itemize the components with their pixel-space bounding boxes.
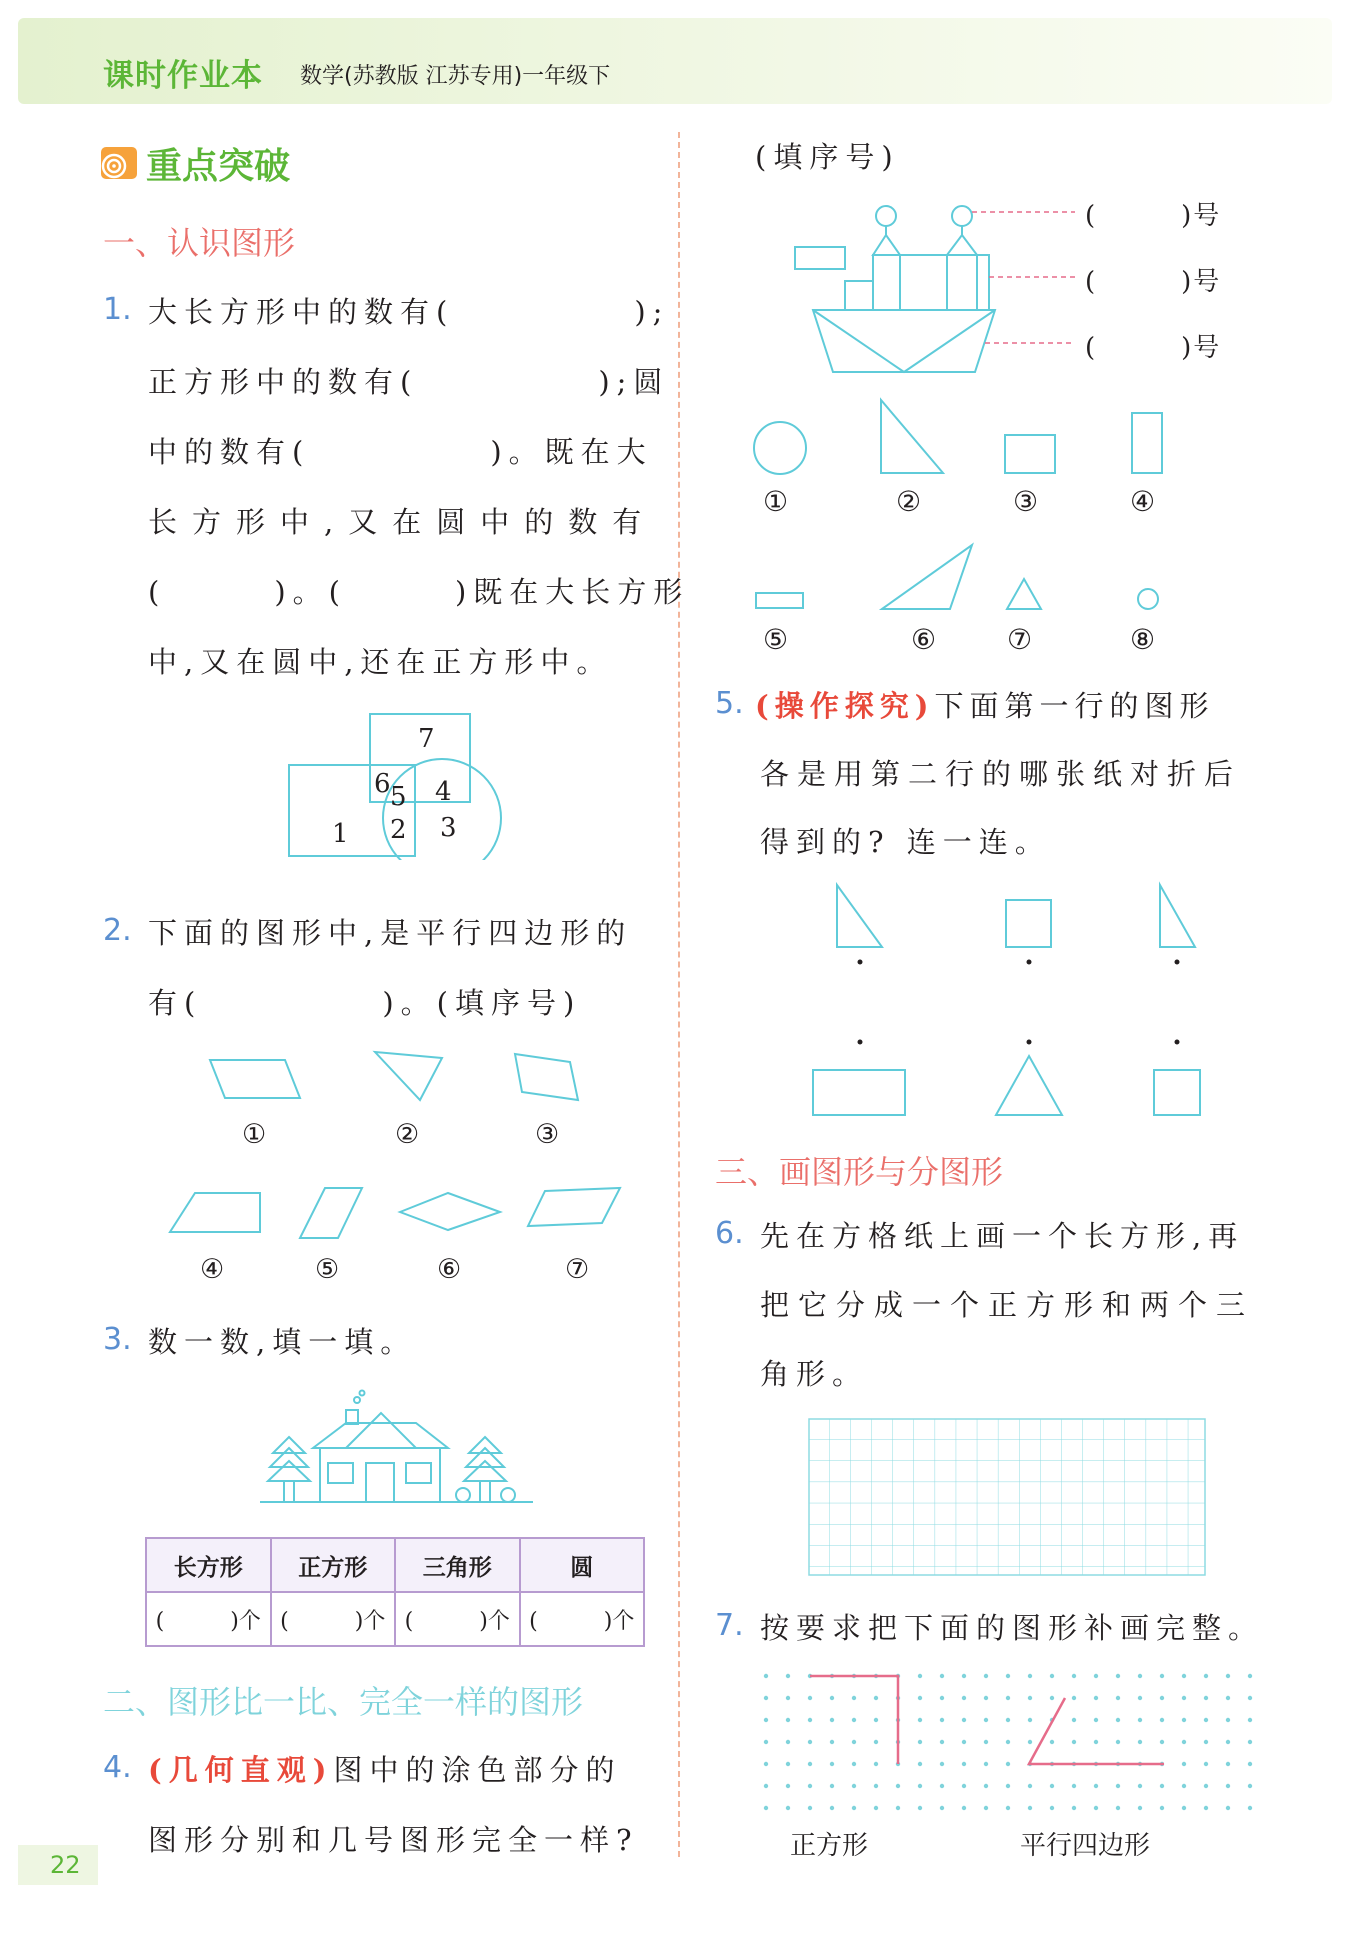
grid-dot bbox=[1160, 1740, 1164, 1744]
grid-dot bbox=[1226, 1696, 1230, 1700]
q6-line-3: 角形。 bbox=[760, 1357, 869, 1391]
grid-dot bbox=[1160, 1696, 1164, 1700]
grid-dot bbox=[1006, 1740, 1010, 1744]
grid-dot bbox=[1094, 1696, 1098, 1700]
grid-dot bbox=[764, 1696, 768, 1700]
table-header-row bbox=[146, 1538, 644, 1592]
grid-dot bbox=[1204, 1718, 1208, 1722]
caption-square: 正方形 bbox=[790, 1831, 869, 1861]
shape-4-trapezoid bbox=[170, 1193, 260, 1232]
q4-line-1-text: 图中的涂色部分的 bbox=[333, 1753, 622, 1787]
match-dot bbox=[1027, 960, 1032, 965]
q1-venn-figure bbox=[280, 705, 510, 860]
column-divider bbox=[678, 132, 680, 1857]
fig-num-6: 6 bbox=[374, 769, 391, 799]
shape-7-parallelogram bbox=[528, 1188, 620, 1226]
q2-line-2: 有( )。(填序号) bbox=[148, 986, 582, 1020]
table-row bbox=[146, 1592, 644, 1646]
grid-dot bbox=[1028, 1806, 1032, 1810]
grid-dot bbox=[1028, 1674, 1032, 1678]
grid-dot bbox=[808, 1718, 812, 1722]
q5-line-2: 各是用第二行的哪张纸对折后 bbox=[760, 757, 1242, 791]
bottom-triangle bbox=[996, 1056, 1062, 1115]
grid-dot bbox=[940, 1806, 944, 1810]
partial-parallelogram bbox=[1029, 1698, 1164, 1764]
grid-dot bbox=[830, 1740, 834, 1744]
grid-dot bbox=[962, 1718, 966, 1722]
grid-dot bbox=[1226, 1718, 1230, 1722]
grid-dot bbox=[918, 1674, 922, 1678]
count-square[interactable]: ( )个 bbox=[271, 1592, 396, 1646]
count-circle[interactable]: ( )个 bbox=[520, 1592, 645, 1646]
option-label-7: ⑦ bbox=[1007, 623, 1033, 656]
q4-ship-figure bbox=[785, 195, 1085, 385]
grid-dot bbox=[1072, 1806, 1076, 1810]
grid-dot bbox=[830, 1806, 834, 1810]
grid-dot bbox=[940, 1718, 944, 1722]
grid-dot bbox=[1226, 1674, 1230, 1678]
grid-dot bbox=[1116, 1674, 1120, 1678]
grid-dot bbox=[852, 1762, 856, 1766]
q6-line-2: 把它分成一个正方形和两个三 bbox=[760, 1288, 1255, 1322]
grid-dot bbox=[1226, 1762, 1230, 1766]
grid-dot bbox=[764, 1762, 768, 1766]
grid-dot bbox=[1248, 1718, 1252, 1722]
page-number: 22 bbox=[18, 1845, 98, 1885]
grid-dot bbox=[786, 1696, 790, 1700]
q1-line-4: 长方形中,又在圆中的数有 bbox=[148, 505, 657, 539]
grid-dot bbox=[1050, 1806, 1054, 1810]
option-8-circle bbox=[1138, 589, 1158, 609]
match-dot bbox=[1175, 1040, 1180, 1045]
option-label-2: ② bbox=[896, 485, 922, 518]
grid-dot bbox=[1160, 1718, 1164, 1722]
grid-dot bbox=[940, 1762, 944, 1766]
grid-dot bbox=[764, 1806, 768, 1810]
q5-line-1-text: 下面第一行的图形 bbox=[934, 689, 1215, 723]
fig-num-3: 3 bbox=[440, 813, 457, 843]
grid-dot bbox=[1006, 1806, 1010, 1810]
match-dot bbox=[1175, 960, 1180, 965]
q5-matching-figure bbox=[800, 880, 1220, 1120]
q5-line-3: 得到的? 连一连。 bbox=[760, 825, 1051, 859]
ship-flag bbox=[795, 247, 845, 269]
grid-dot bbox=[984, 1696, 988, 1700]
section3-title: 三、画图形与分图形 bbox=[715, 1153, 1004, 1191]
option-label-3: ③ bbox=[1013, 485, 1039, 518]
ship-hull bbox=[813, 310, 995, 372]
grid-dot bbox=[1138, 1718, 1142, 1722]
q3-house-scene bbox=[258, 1385, 538, 1510]
grid-dot bbox=[918, 1740, 922, 1744]
grid-dot bbox=[1094, 1784, 1098, 1788]
target-icon bbox=[100, 146, 138, 180]
focus-title: 重点突破 bbox=[146, 146, 291, 187]
label-7: ⑦ bbox=[565, 1254, 590, 1285]
label-5: ⑤ bbox=[315, 1254, 340, 1285]
grid-dot bbox=[1050, 1674, 1054, 1678]
grid-dot bbox=[962, 1784, 966, 1788]
shape-2-quad bbox=[375, 1052, 442, 1100]
top-triangle-2 bbox=[1160, 885, 1195, 947]
q1-number: 1. bbox=[103, 292, 132, 327]
fig-num-4: 4 bbox=[435, 777, 452, 807]
q4-shape-options bbox=[740, 395, 1220, 660]
grid-dot bbox=[962, 1696, 966, 1700]
q5-tag: (操作探究) bbox=[755, 689, 935, 723]
fig-num-1: 1 bbox=[332, 819, 349, 849]
grid-dot bbox=[1248, 1674, 1252, 1678]
grid-dot bbox=[1006, 1718, 1010, 1722]
grid-dot bbox=[764, 1740, 768, 1744]
option-5-rectangle bbox=[756, 593, 803, 608]
grid-dot bbox=[962, 1806, 966, 1810]
grid-dot bbox=[852, 1718, 856, 1722]
grid-dot bbox=[1248, 1784, 1252, 1788]
grid-dot bbox=[1182, 1696, 1186, 1700]
grid-dot bbox=[808, 1762, 812, 1766]
fig-num-2: 2 bbox=[390, 815, 407, 845]
shape-1-parallelogram bbox=[210, 1060, 300, 1098]
grid-dot bbox=[786, 1740, 790, 1744]
grid-dot bbox=[962, 1762, 966, 1766]
shape-3-quad bbox=[515, 1054, 578, 1100]
grid-dot bbox=[984, 1806, 988, 1810]
q4-line-1 bbox=[148, 1748, 621, 1789]
grid-dot bbox=[1204, 1762, 1208, 1766]
grid-dot bbox=[1116, 1696, 1120, 1700]
grid-dot bbox=[1160, 1674, 1164, 1678]
q6-number: 6. bbox=[715, 1216, 744, 1251]
grid-dot bbox=[984, 1674, 988, 1678]
grid-dot bbox=[984, 1762, 988, 1766]
grid-dot bbox=[830, 1696, 834, 1700]
q4-answer-1[interactable]: ( )号 bbox=[1085, 201, 1222, 231]
bottom-rectangle bbox=[813, 1070, 905, 1115]
section2-title: 二、图形比一比、完全一样的图形 bbox=[103, 1683, 584, 1721]
grid-dot bbox=[830, 1762, 834, 1766]
grid-dot bbox=[984, 1784, 988, 1788]
grid-dot bbox=[1248, 1696, 1252, 1700]
grid-dot bbox=[1138, 1674, 1142, 1678]
grid-dot bbox=[874, 1718, 878, 1722]
grid-dot bbox=[918, 1806, 922, 1810]
grid-dot bbox=[1138, 1696, 1142, 1700]
grid-dot bbox=[830, 1718, 834, 1722]
grid-dot bbox=[786, 1718, 790, 1722]
q3-count-table bbox=[145, 1537, 645, 1647]
shape-5-parallelogram bbox=[300, 1188, 362, 1238]
top-square bbox=[1006, 900, 1051, 947]
grid-dot bbox=[1006, 1784, 1010, 1788]
header-square: 正方形 bbox=[271, 1538, 396, 1592]
grid-dot bbox=[1028, 1784, 1032, 1788]
grid-dot bbox=[1182, 1762, 1186, 1766]
option-label-6: ⑥ bbox=[911, 623, 937, 656]
grid-dot bbox=[1204, 1696, 1208, 1700]
q6-line-1: 先在方格纸上画一个长方形,再 bbox=[760, 1219, 1245, 1253]
grid-dot bbox=[1182, 1718, 1186, 1722]
header-circle: 圆 bbox=[520, 1538, 645, 1592]
grid-dot bbox=[1006, 1762, 1010, 1766]
grid-dot bbox=[918, 1784, 922, 1788]
grid-dot bbox=[1160, 1784, 1164, 1788]
label-2: ② bbox=[395, 1119, 420, 1150]
q3-text: 数一数,填一填。 bbox=[148, 1325, 417, 1359]
q4-line-2: 图形分别和几号图形完全一样? bbox=[148, 1823, 639, 1857]
grid-dot bbox=[1050, 1784, 1054, 1788]
grid-dot bbox=[874, 1696, 878, 1700]
option-3-rectangle bbox=[1005, 435, 1055, 473]
q1-line-2: 正方形中的数有( );圆 bbox=[148, 365, 670, 399]
grid-dot bbox=[940, 1674, 944, 1678]
grid-dot bbox=[1138, 1784, 1142, 1788]
q7-dot-grid[interactable] bbox=[755, 1665, 1260, 1825]
grid-dot bbox=[1094, 1674, 1098, 1678]
top-triangle-1 bbox=[837, 885, 882, 947]
q2-shapes-figure bbox=[150, 1040, 650, 1300]
q4-tag: (几何直观) bbox=[148, 1753, 334, 1787]
grid-dot bbox=[1182, 1784, 1186, 1788]
q5-number: 5. bbox=[715, 686, 744, 721]
grid-dot bbox=[764, 1674, 768, 1678]
grid-dot bbox=[1116, 1718, 1120, 1722]
grid-dot bbox=[1248, 1762, 1252, 1766]
book-subtitle: 数学(苏教版 江苏专用)一年级下 bbox=[300, 64, 611, 89]
grid-dot bbox=[1160, 1806, 1164, 1810]
grid-dot bbox=[786, 1784, 790, 1788]
q4-number: 4. bbox=[103, 1750, 132, 1785]
grid-dot bbox=[1204, 1806, 1208, 1810]
grid-dot bbox=[1072, 1740, 1076, 1744]
grid-dot bbox=[786, 1674, 790, 1678]
grid-dot bbox=[852, 1740, 856, 1744]
grid-dot bbox=[1138, 1740, 1142, 1744]
option-4-rectangle bbox=[1132, 413, 1162, 473]
grid-dot bbox=[764, 1784, 768, 1788]
grid-dot bbox=[1116, 1806, 1120, 1810]
grid-dot bbox=[874, 1784, 878, 1788]
grid-dot bbox=[1094, 1806, 1098, 1810]
grid-dot bbox=[984, 1718, 988, 1722]
grid-dot bbox=[1248, 1806, 1252, 1810]
match-dot bbox=[858, 960, 863, 965]
grid-dot bbox=[1116, 1740, 1120, 1744]
caption-parallelogram: 平行四边形 bbox=[1020, 1831, 1151, 1861]
option-label-8: ⑧ bbox=[1130, 623, 1156, 656]
grid-dot bbox=[940, 1740, 944, 1744]
grid-dot bbox=[1138, 1806, 1142, 1810]
q4-line-3: (填序号) bbox=[755, 140, 900, 174]
q7-number: 7. bbox=[715, 1608, 744, 1643]
option-label-5: ⑤ bbox=[763, 623, 789, 656]
grid-dot bbox=[1050, 1696, 1054, 1700]
grid-dot bbox=[1028, 1696, 1032, 1700]
bottom-square bbox=[1154, 1070, 1200, 1115]
grid-dot bbox=[1050, 1740, 1054, 1744]
option-label-1: ① bbox=[763, 485, 789, 518]
grid-dot bbox=[1226, 1806, 1230, 1810]
grid-dot bbox=[962, 1674, 966, 1678]
label-4: ④ bbox=[200, 1254, 225, 1285]
header-rectangle: 长方形 bbox=[146, 1538, 271, 1592]
grid-dot bbox=[1028, 1718, 1032, 1722]
option-6-triangle bbox=[882, 545, 972, 609]
grid-dot bbox=[896, 1784, 900, 1788]
grid-dot bbox=[1072, 1718, 1076, 1722]
grid-dot bbox=[918, 1718, 922, 1722]
q4-answer-2[interactable]: ( )号 bbox=[1085, 267, 1222, 297]
grid-dot bbox=[896, 1806, 900, 1810]
grid-dot bbox=[874, 1740, 878, 1744]
section1-title: 一、认识图形 bbox=[103, 224, 296, 262]
fig-num-5: 5 bbox=[390, 782, 407, 812]
option-2-triangle bbox=[881, 400, 943, 473]
grid-dot bbox=[1204, 1740, 1208, 1744]
label-1: ① bbox=[242, 1119, 267, 1150]
grid-dot bbox=[1182, 1674, 1186, 1678]
grid-dot bbox=[808, 1740, 812, 1744]
grid-dot bbox=[1182, 1740, 1186, 1744]
count-rectangle[interactable]: ( )个 bbox=[146, 1592, 271, 1646]
grid-dot bbox=[1006, 1674, 1010, 1678]
header-triangle: 三角形 bbox=[395, 1538, 520, 1592]
grid-dot bbox=[1006, 1696, 1010, 1700]
shape-6-rhombus bbox=[400, 1193, 500, 1230]
match-dot bbox=[1027, 1040, 1032, 1045]
q3-number: 3. bbox=[103, 1322, 132, 1357]
grid-dot bbox=[764, 1718, 768, 1722]
q7-text: 按要求把下面的图形补画完整。 bbox=[760, 1611, 1265, 1645]
fig-num-7: 7 bbox=[418, 724, 435, 754]
q6-grid-paper[interactable] bbox=[808, 1418, 1208, 1578]
grid-dot bbox=[874, 1762, 878, 1766]
grid-dot bbox=[808, 1784, 812, 1788]
grid-dot bbox=[1204, 1674, 1208, 1678]
grid-dot bbox=[1028, 1740, 1032, 1744]
q5-line-1 bbox=[755, 684, 1214, 725]
grid-dot bbox=[1248, 1740, 1252, 1744]
grid-dot bbox=[808, 1696, 812, 1700]
grid-dot bbox=[962, 1740, 966, 1744]
grid-dot bbox=[852, 1784, 856, 1788]
grid-dot bbox=[852, 1696, 856, 1700]
grid-dot bbox=[874, 1806, 878, 1810]
grid-dot bbox=[1094, 1740, 1098, 1744]
grid-dot bbox=[1226, 1740, 1230, 1744]
q2-number: 2. bbox=[103, 913, 132, 948]
match-dot bbox=[858, 1040, 863, 1045]
grid-dot bbox=[1226, 1784, 1230, 1788]
grid-dot bbox=[1182, 1806, 1186, 1810]
grid-dot bbox=[1072, 1674, 1076, 1678]
grid-dot bbox=[940, 1696, 944, 1700]
grid-dot bbox=[984, 1740, 988, 1744]
grid-dot bbox=[808, 1806, 812, 1810]
grid-dot bbox=[940, 1784, 944, 1788]
q1-line-3: 中的数有( )。既在大 bbox=[148, 435, 653, 469]
option-7-triangle bbox=[1007, 579, 1041, 609]
q2-line-1: 下面的图形中,是平行四边形的 bbox=[148, 916, 633, 950]
label-3: ③ bbox=[535, 1119, 560, 1150]
count-triangle[interactable]: ( )个 bbox=[395, 1592, 520, 1646]
grid-dot bbox=[852, 1806, 856, 1810]
grid-dot bbox=[918, 1762, 922, 1766]
grid-dot bbox=[1072, 1784, 1076, 1788]
option-label-4: ④ bbox=[1130, 485, 1156, 518]
grid-dot bbox=[1204, 1784, 1208, 1788]
grid-dot bbox=[1072, 1696, 1076, 1700]
grid-dot bbox=[1094, 1718, 1098, 1722]
book-brand: 课时作业本 bbox=[103, 58, 263, 94]
q1-line-1: 大长方形中的数有( ); bbox=[148, 295, 670, 329]
grid-dot bbox=[786, 1806, 790, 1810]
grid-dot bbox=[1116, 1784, 1120, 1788]
grid-dot bbox=[918, 1696, 922, 1700]
option-1-circle bbox=[754, 422, 806, 474]
label-6: ⑥ bbox=[437, 1254, 462, 1285]
q1-line-5: ( )。( )既在大长方形 bbox=[148, 575, 690, 609]
q4-answer-3[interactable]: ( )号 bbox=[1085, 333, 1222, 363]
grid-dot bbox=[830, 1784, 834, 1788]
q1-line-6: 中,又在圆中,还在正方形中。 bbox=[148, 645, 613, 679]
grid-dot bbox=[786, 1762, 790, 1766]
